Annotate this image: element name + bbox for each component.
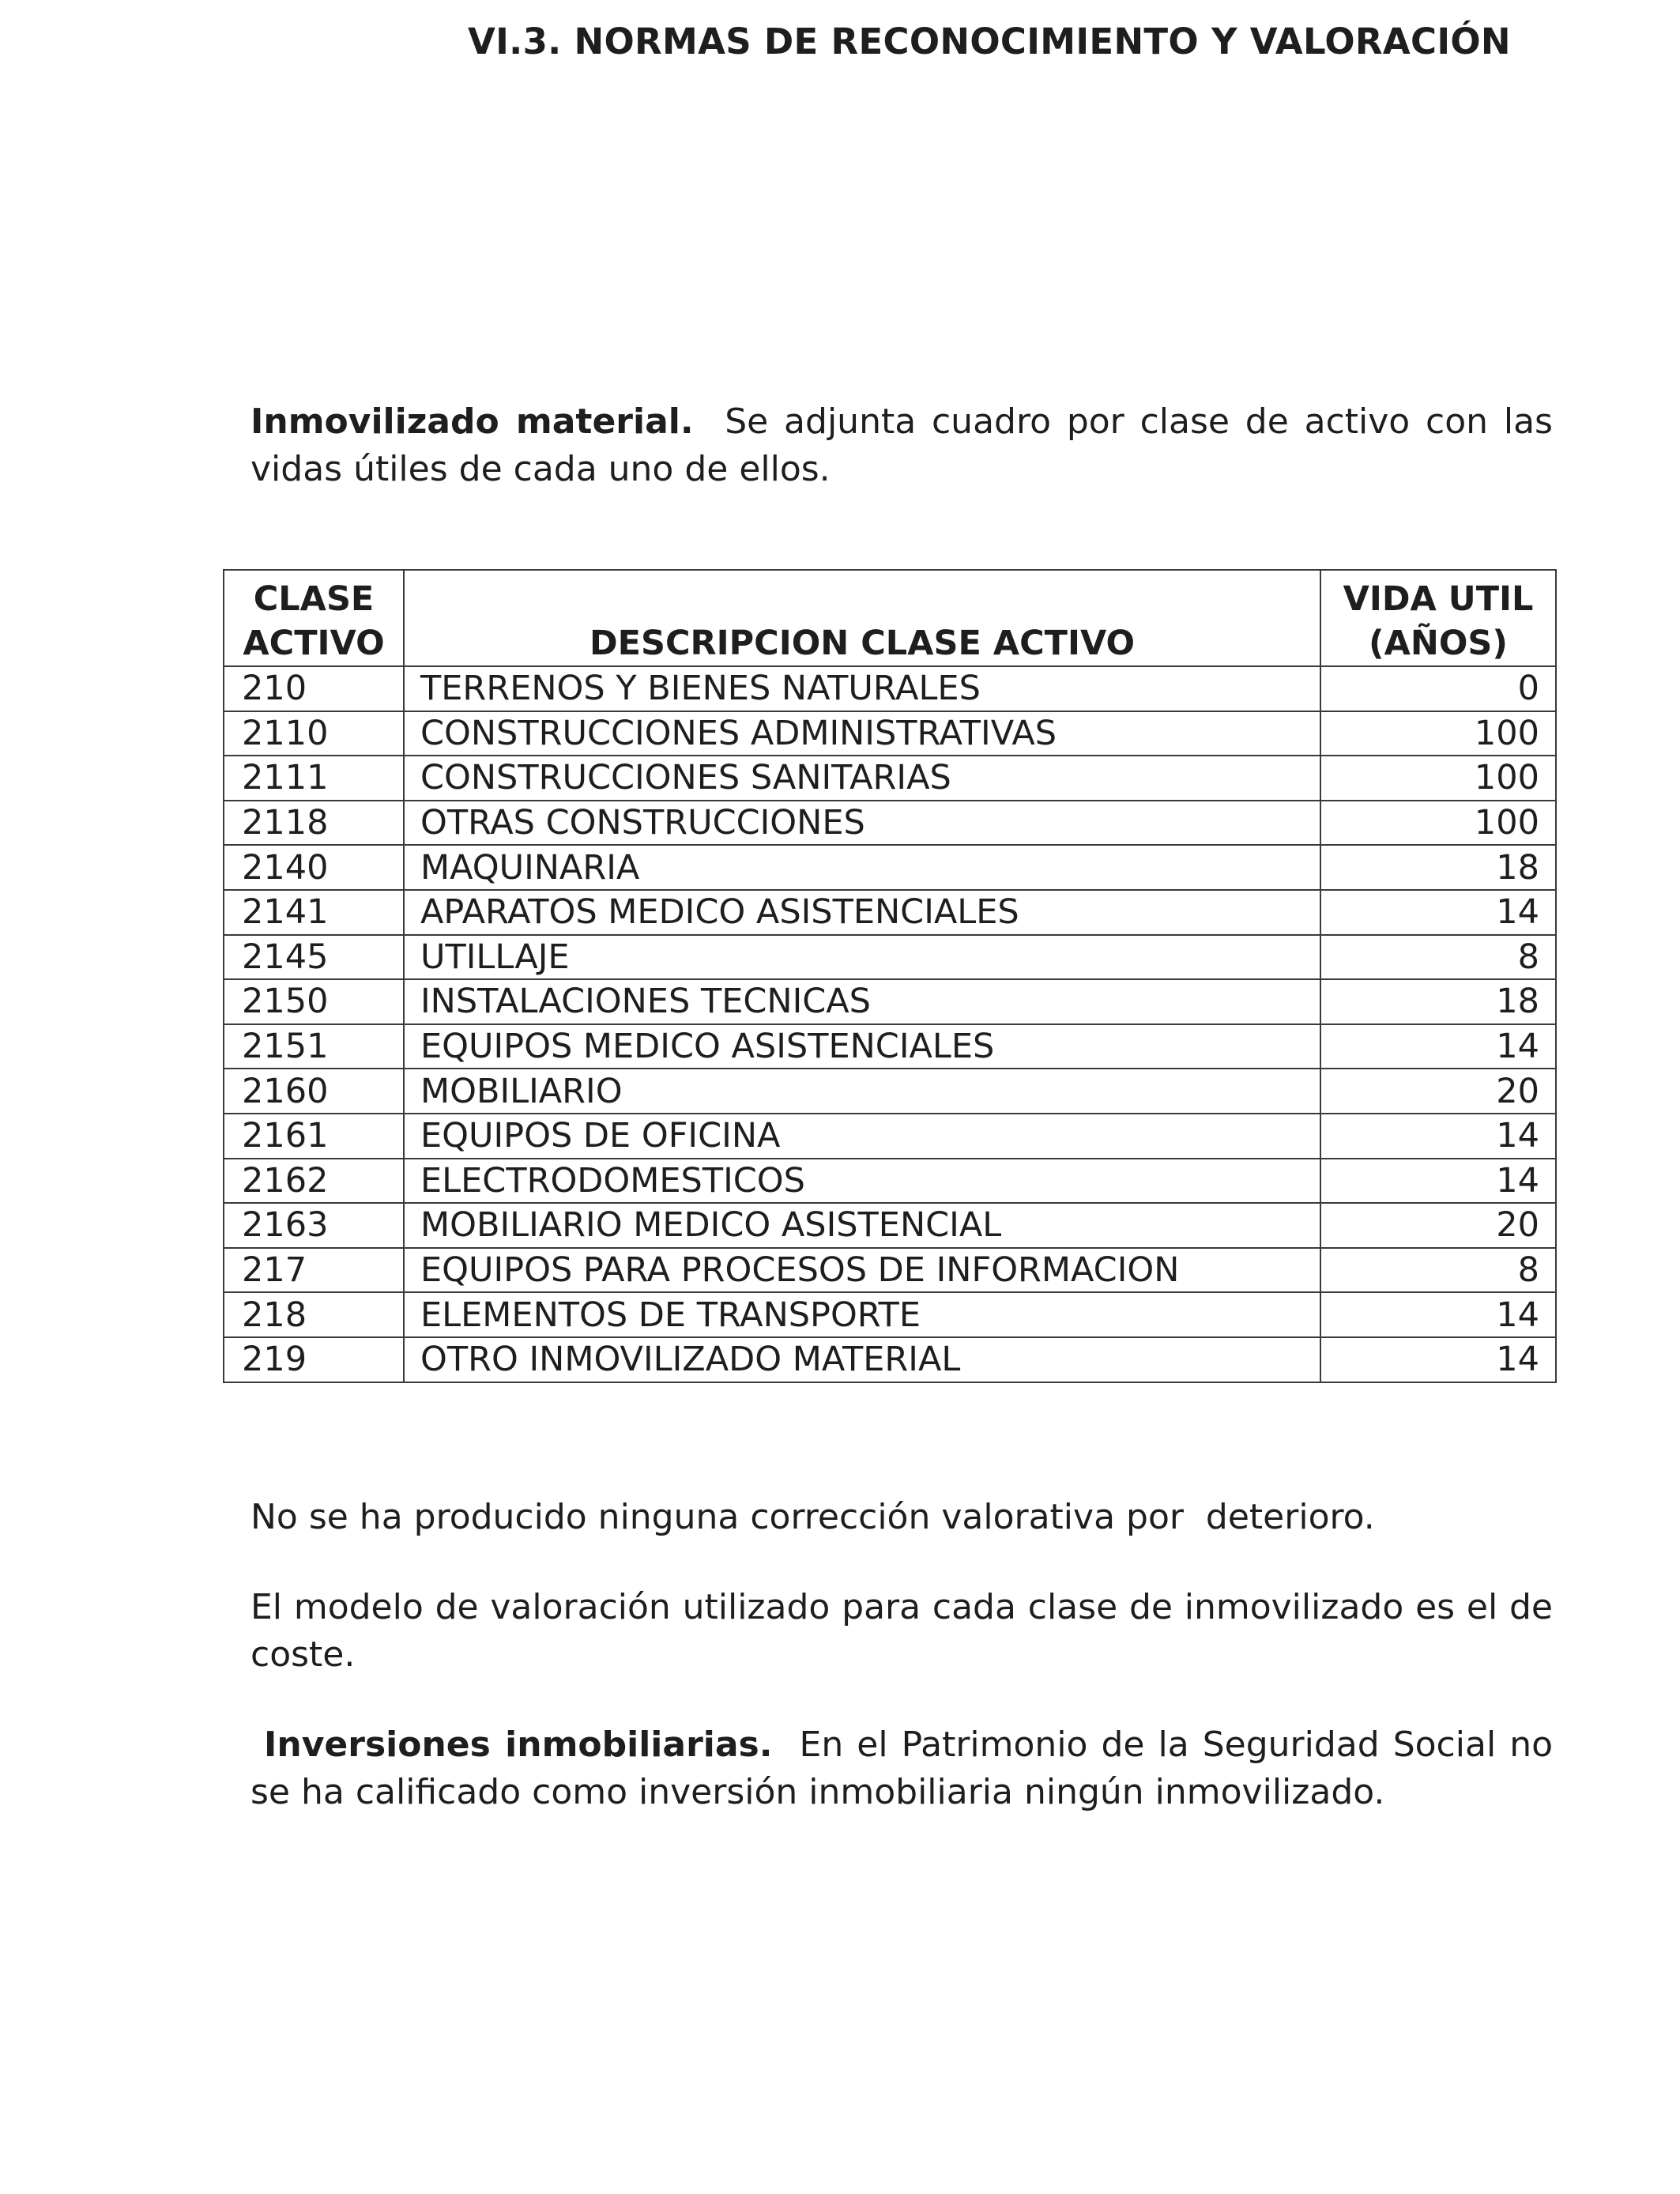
table-row — [224, 979, 1556, 1024]
table-row — [224, 1024, 1556, 1069]
intro-paragraph — [250, 398, 1553, 493]
cell-asset-description: EQUIPOS PARA PROCESOS DE INFORMACION — [404, 1248, 1320, 1293]
header-asset-class: CLASE ACTIVO — [224, 570, 404, 666]
cell-asset-class: 2145 — [224, 935, 404, 980]
cell-asset-class: 2140 — [224, 845, 404, 890]
cell-useful-life: 100 — [1320, 756, 1556, 801]
page-title: VI.3. NORMAS DE RECONOCIMIENTO Y VALORACIÓN — [468, 21, 1511, 62]
table-row — [224, 1248, 1556, 1293]
cell-useful-life: 14 — [1320, 1024, 1556, 1069]
intro-text: Se adjunta cuadro por clase de activo con las vidas útiles de cada uno de ellos. — [250, 401, 1553, 489]
cell-asset-description: MAQUINARIA — [404, 845, 1320, 890]
table-row — [224, 845, 1556, 890]
table-row — [224, 1203, 1556, 1248]
cell-asset-description: EQUIPOS MEDICO ASISTENCIALES — [404, 1024, 1320, 1069]
valuation-model-paragraph: El modelo de valoración utilizado para cada clase de inmovilizado es el de coste. — [250, 1587, 1553, 1675]
cell-asset-class: 2111 — [224, 756, 404, 801]
cell-useful-life: 14 — [1320, 1292, 1556, 1337]
table-row — [224, 1069, 1556, 1114]
table-row — [224, 935, 1556, 980]
cell-asset-description: EQUIPOS DE OFICINA — [404, 1114, 1320, 1159]
no-correction-paragraph: No se ha producido ninguna corrección valorativa por deterioro. — [250, 1497, 1375, 1537]
cell-asset-description: CONSTRUCCIONES ADMINISTRATIVAS — [404, 711, 1320, 756]
cell-useful-life: 14 — [1320, 1159, 1556, 1204]
table-body — [224, 666, 1556, 1382]
cell-asset-class: 2160 — [224, 1069, 404, 1114]
cell-asset-description: APARATOS MEDICO ASISTENCIALES — [404, 890, 1320, 935]
cell-asset-class: 2151 — [224, 1024, 404, 1069]
investments-text: En el Patrimonio de la Seguridad Social no se ha calificado como inversión inmobiliaria ningún inmovilizado. — [250, 1725, 1553, 1812]
cell-useful-life: 18 — [1320, 845, 1556, 890]
cell-asset-class: 217 — [224, 1248, 404, 1293]
cell-useful-life: 14 — [1320, 1337, 1556, 1382]
cell-asset-class: 219 — [224, 1337, 404, 1382]
cell-asset-description: OTRAS CONSTRUCCIONES — [404, 801, 1320, 846]
cell-asset-description: TERRENOS Y BIENES NATURALES — [404, 666, 1320, 711]
cell-asset-class: 218 — [224, 1292, 404, 1337]
table-row — [224, 801, 1556, 846]
cell-useful-life: 100 — [1320, 801, 1556, 846]
table-header-row — [224, 570, 1556, 666]
table-row — [224, 1337, 1556, 1382]
cell-asset-class: 2162 — [224, 1159, 404, 1204]
header-asset-description: DESCRIPCION CLASE ACTIVO — [404, 570, 1320, 666]
cell-useful-life: 20 — [1320, 1069, 1556, 1114]
cell-useful-life: 8 — [1320, 1248, 1556, 1293]
cell-asset-description: ELECTRODOMESTICOS — [404, 1159, 1320, 1204]
cell-asset-class: 2150 — [224, 979, 404, 1024]
cell-asset-description: CONSTRUCCIONES SANITARIAS — [404, 756, 1320, 801]
cell-useful-life: 20 — [1320, 1203, 1556, 1248]
investments-heading: Inversiones inmobiliarias. — [264, 1725, 773, 1765]
header-useful-life: VIDA UTIL (AÑOS) — [1320, 570, 1556, 666]
cell-asset-class: 2163 — [224, 1203, 404, 1248]
cell-asset-description: MOBILIARIO MEDICO ASISTENCIAL — [404, 1203, 1320, 1248]
table-row — [224, 890, 1556, 935]
table-row — [224, 711, 1556, 756]
cell-asset-description: UTILLAJE — [404, 935, 1320, 980]
cell-asset-class: 2118 — [224, 801, 404, 846]
cell-asset-class: 2110 — [224, 711, 404, 756]
cell-asset-description: OTRO INMOVILIZADO MATERIAL — [404, 1337, 1320, 1382]
cell-useful-life: 8 — [1320, 935, 1556, 980]
table-row — [224, 666, 1556, 711]
cell-useful-life: 100 — [1320, 711, 1556, 756]
cell-useful-life: 18 — [1320, 979, 1556, 1024]
table-row — [224, 1114, 1556, 1159]
cell-useful-life: 0 — [1320, 666, 1556, 711]
cell-useful-life: 14 — [1320, 890, 1556, 935]
table-row — [224, 756, 1556, 801]
cell-asset-class: 2161 — [224, 1114, 404, 1159]
investments-paragraph — [250, 1721, 1553, 1816]
table-row — [224, 1292, 1556, 1337]
table-row — [224, 1159, 1556, 1204]
cell-asset-class: 210 — [224, 666, 404, 711]
cell-useful-life: 14 — [1320, 1114, 1556, 1159]
cell-asset-description: INSTALACIONES TECNICAS — [404, 979, 1320, 1024]
cell-asset-class: 2141 — [224, 890, 404, 935]
intro-heading: Inmovilizado material. — [250, 401, 694, 442]
asset-useful-life-table — [223, 569, 1557, 1383]
cell-asset-description: ELEMENTOS DE TRANSPORTE — [404, 1292, 1320, 1337]
cell-asset-description: MOBILIARIO — [404, 1069, 1320, 1114]
